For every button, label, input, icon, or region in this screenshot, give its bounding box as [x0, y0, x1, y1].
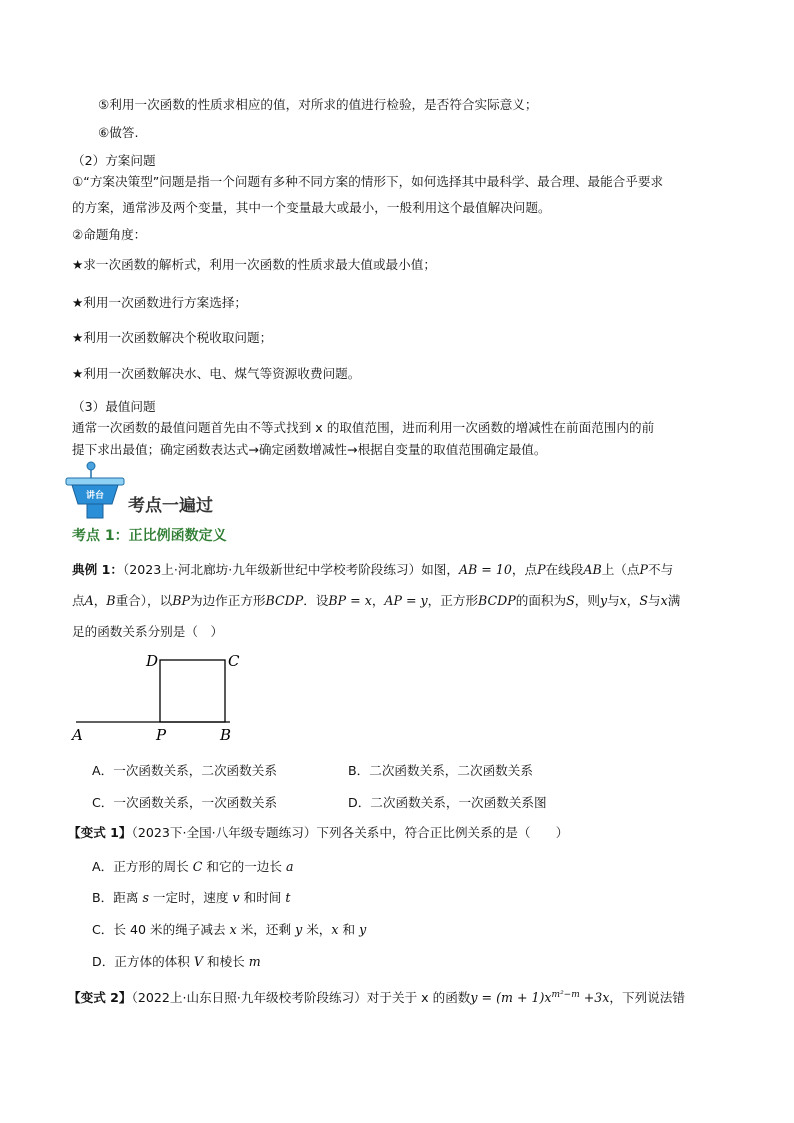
plan-star-1: ★求一次函数的解析式，利用一次函数的性质求最大值或最小值； — [72, 257, 436, 272]
plan-title: （2）方案问题 — [72, 153, 156, 168]
variant-1-option-b[interactable]: B．距离 s 一定时，速度 v 和时间 t — [92, 890, 291, 905]
example-1-option-d[interactable]: D．二次函数关系，一次函数关系图 — [348, 795, 547, 810]
plan-star-2: ★利用一次函数进行方案选择； — [72, 295, 248, 310]
plan-para-2: ②命题角度： — [72, 227, 147, 242]
variant-1-option-a[interactable]: A．正方形的周长 C 和它的一边长 a — [92, 859, 294, 874]
variant-1-stem: 【变式 1】（2023下·全国·八年级专题练习）下列各关系中，符合正比例关系的是（ ） — [68, 825, 569, 840]
step-6: ⑥做答. — [98, 125, 139, 140]
example-1-line-3: 足的函数关系分别是（ ） — [72, 624, 224, 639]
variant-2-stem: 【变式 2】（2022上·山东日照·九年级校考阶段练习）对于关于 x 的函数$y = (m + 1)x^{m^2-m} +3x$，下列说法错 — [68, 990, 685, 1006]
label-p: P — [156, 726, 167, 744]
step-5: ⑤利用一次函数的性质求相应的值，对所求的值进行检验，是否符合实际意义； — [98, 97, 538, 112]
extremum-para-2: 提下求出最值；确定函数表达式→确定函数增减性→根据自变量的取值范围确定最值。 — [72, 442, 547, 457]
section-subtitle: 考点 1：正比例函数定义 — [72, 528, 227, 544]
podium-icon — [60, 460, 128, 520]
variant-1-option-c[interactable]: C．长 40 米的绳子减去 x 米，还剩 y 米，x 和 y — [92, 922, 367, 937]
plan-para-1a: ①“方案决策型”问题是指一个问题有多种不同方案的情形下，如何选择其中最科学、最合理、最能合乎要求 — [72, 174, 664, 189]
section-title: 考点一遍过 — [128, 496, 213, 516]
square-bcdp — [160, 660, 225, 722]
badge-label: 讲台 — [85, 491, 105, 501]
square-figure — [70, 650, 250, 750]
label-a: A — [72, 726, 83, 744]
label-c: C — [228, 652, 240, 670]
variant-1-option-d[interactable]: D．正方体的体积 V 和棱长 m — [92, 954, 261, 969]
example-1-option-b[interactable]: B．二次函数关系，二次函数关系 — [348, 763, 533, 778]
example-1-line-2: 点A，B重合），以BP为边作正方形BCDP．设BP = x，AP = y，正方形BCDP的面积为S，则y与x，S与x满 — [72, 593, 681, 608]
plan-para-1b: 的方案，通常涉及两个变量，其中一个变量最大或最小，一般利用这个最值解决问题。 — [72, 200, 551, 215]
label-b: B — [220, 726, 232, 744]
plan-star-3: ★利用一次函数解决个税收取问题； — [72, 330, 273, 345]
extremum-title: （3）最值问题 — [72, 399, 156, 414]
example-1-option-a[interactable]: A．一次函数关系，二次函数关系 — [92, 763, 277, 778]
label-d: D — [146, 652, 159, 670]
example-1-line-1: 典例 1：（2023上·河北廊坊·九年级新世纪中学校考阶段练习）如图，AB = 10，点P在线段AB上（点P不与 — [72, 562, 674, 577]
plan-star-4: ★利用一次函数解决水、电、煤气等资源收费问题。 — [72, 366, 361, 381]
extremum-para-1: 通常一次函数的最值问题首先由不等式找到 x 的取值范围，进而利用一次函数的增减性在前面范围内的前 — [72, 420, 655, 435]
example-1-option-c[interactable]: C．一次函数关系，一次函数关系 — [92, 795, 278, 810]
